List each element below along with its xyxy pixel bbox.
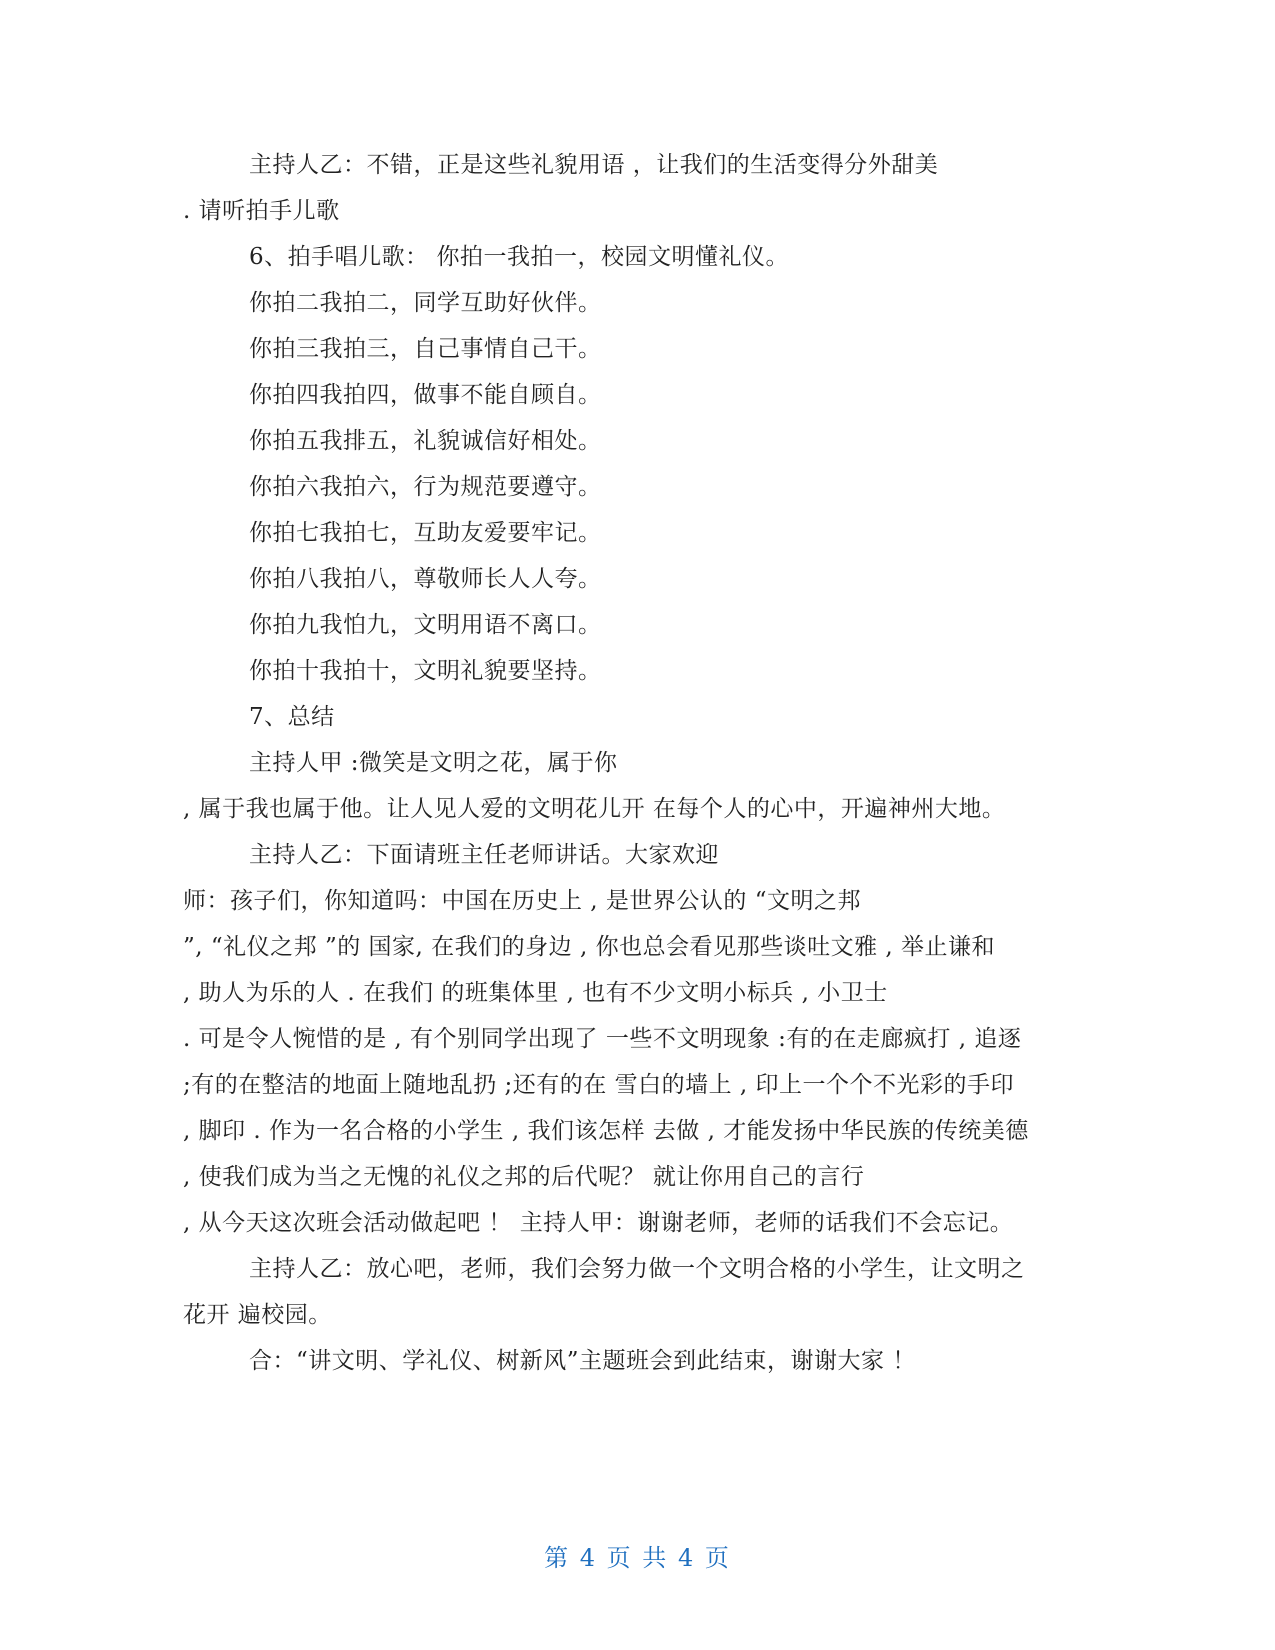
song-line: 你拍十我拍十，文明礼貌要坚持。 — [249, 658, 602, 684]
song-line: 你拍六我拍六，行为规范要遵守。 — [249, 474, 602, 500]
song-line: 你拍五我排五，礼貌诚信好相处。 — [249, 428, 602, 454]
paragraph-line: ”, “礼仪之邦 ”的 国家, 在我们的身边 , 你也总会看见那些谈吐文雅 , 举止谦和 — [183, 934, 996, 960]
paragraph-line: , 属于我也属于他。让人见人爱的文明花儿开 在每个人的心中，开遍神州大地。 — [183, 796, 1006, 822]
song-line: 你拍八我拍八，尊敬师长人人夸。 — [249, 566, 602, 592]
paragraph-line: 花开 遍校园。 — [183, 1302, 332, 1328]
paragraph-line: ;有的在整洁的地面上随地乱扔 ;还有的在 雪白的墙上 , 印上一个个不光彩的手印 — [183, 1072, 1015, 1098]
song-line: 你拍四我拍四，做事不能自顾自。 — [249, 382, 602, 408]
closing-line: 合：“讲文明、学礼仪、树新风”主题班会到此结束，谢谢大家 ！ — [249, 1348, 916, 1374]
song-line: 你拍七我拍七，互助友爱要牢记。 — [249, 520, 602, 546]
paragraph-line: . 请听拍手儿歌 — [183, 198, 340, 224]
paragraph-line: . 可是令人惋惜的是 , 有个别同学出现了 一些不文明现象 :有的在走廊疯打 , 追逐 — [183, 1026, 1022, 1052]
paragraph-line: , 助人为乐的人 . 在我们 的班集体里 , 也有不少文明小标兵 , 小卫士 — [183, 980, 888, 1006]
song-line: 你拍九我怕九，文明用语不离口。 — [249, 612, 602, 638]
paragraph-line: 主持人甲 :微笑是文明之花，属于你 — [249, 750, 618, 776]
song-line: 你拍三我拍三，自己事情自己干。 — [249, 336, 602, 362]
paragraph-line: 主持人乙：不错，正是这些礼貌用语 ，让我们的生活变得分外甜美 — [249, 152, 939, 178]
paragraph-line: 6、拍手唱儿歌： 你拍一我拍一，校园文明懂礼仪。 — [249, 244, 789, 270]
paragraph-line: 主持人乙：下面请班主任老师讲话。大家欢迎 — [249, 842, 719, 868]
paragraph-line: , 从今天这次班会活动做起吧 ！ 主持人甲：谢谢老师，老师的话我们不会忘记。 — [183, 1210, 1014, 1236]
section-heading: 7、总结 — [249, 704, 335, 730]
paragraph-line: , 使我们成为当之无愧的礼仪之邦的后代呢？ 就让你用自己的言行 — [183, 1164, 865, 1190]
song-line: 你拍二我拍二，同学互助好伙伴。 — [249, 290, 602, 316]
page-number-footer: 第 4 页 共 4 页 — [544, 1544, 731, 1572]
paragraph-line: 师：孩子们，你知道吗：中国在历史上 , 是世界公认的 “文明之邦 — [183, 888, 862, 914]
paragraph-line: 主持人乙：放心吧，老师，我们会努力做一个文明合格的小学生，让文明之 — [249, 1256, 1025, 1282]
paragraph-line: , 脚印 . 作为一名合格的小学生 , 我们该怎样 去做 , 才能发扬中华民族的传统美德 — [183, 1118, 1029, 1144]
